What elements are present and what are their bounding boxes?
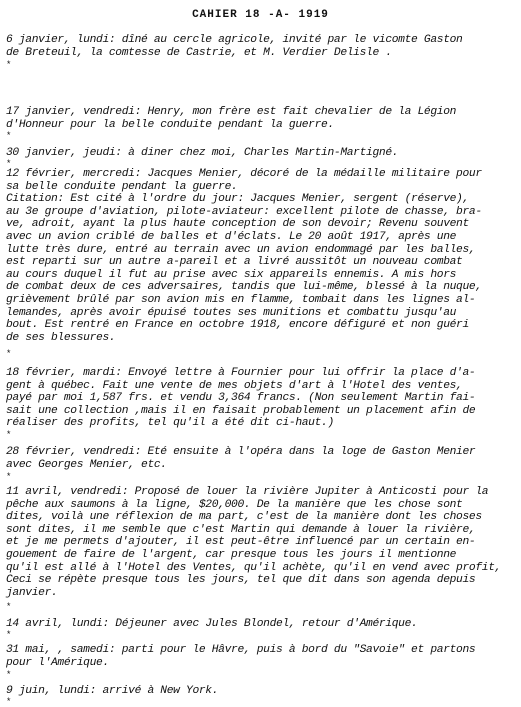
entry-line: pêche aux saumons à la ligne, $20,000. De la manière que les chose sont bbox=[6, 498, 463, 511]
entry-line: sait une collection ,mais il en faisait probablement un placement afin de bbox=[6, 404, 476, 417]
entry-line: 30 janvier, jeudi: à diner chez moi, Charles Martin-Martigné. bbox=[6, 147, 399, 159]
entry-line: 18 février, mardi: Envoyé lettre à Fournier pour lui offrir la place d'a- bbox=[6, 367, 476, 379]
entry-line: au cours duquel il fut au prise avec six appareils ennemis. A mis hors bbox=[6, 268, 457, 281]
separator-star: * bbox=[6, 430, 12, 440]
entry-line: ve, adroit, ayant la plus haute conception de son devoir; Revenu souvent bbox=[6, 218, 469, 231]
separator-star: * bbox=[6, 349, 12, 359]
entry-line: dites, voilà une réflexion de ma part, c'est de la manière dont les choses bbox=[6, 511, 482, 524]
entry-line: 12 février, mercredi: Jacques Menier, décoré de la médaille militaire pour bbox=[6, 168, 482, 180]
entry-line: bout. Est rentré en France en octobre 1918, encore défiguré et non guéri bbox=[6, 319, 469, 332]
entry-line: de Breteuil, la comtesse de Castrie, et M. Verdier Delisle . bbox=[6, 46, 392, 59]
entry-line: avec Georges Menier, etc. bbox=[6, 458, 167, 471]
entry-line: avec un avion criblé de balles et d'éclats. Le 20 août 1917, après une bbox=[6, 230, 457, 243]
entry-line: lutte très dure, entré au terrain avec un avion endommagé par les balles, bbox=[6, 243, 476, 256]
entry-line: 6 janvier, lundi: dîné au cercle agricole, invité par le vicomte Gaston bbox=[6, 34, 463, 46]
separator-star: * bbox=[6, 630, 12, 640]
entry-line: de ses blessures. bbox=[6, 331, 116, 344]
entry-line: lemandes, après avoir épuisé toutes ses munitions et combattu jusqu'au bbox=[6, 306, 457, 319]
entry-line: 14 avril, lundi: Déjeuner avec Jules Blondel, retour d'Amérique. bbox=[6, 618, 418, 630]
entry-line: gouement de faire de l'argent, car presque tous les jours il mentionne bbox=[6, 548, 457, 561]
entry-line: pour l'Amérique. bbox=[6, 656, 109, 669]
entry-line: réaliser des profits, tel qu'il a été dit ci-haut.) bbox=[6, 417, 334, 430]
page-title: CAHIER 18 -A- 1919 bbox=[192, 9, 329, 21]
diary-entry bbox=[6, 147, 512, 160]
diary-entry bbox=[6, 168, 512, 344]
diary-entry bbox=[6, 618, 512, 631]
diary-entry bbox=[6, 446, 512, 471]
diary-entry bbox=[6, 685, 512, 698]
entry-line: 17 janvier, vendredi: Henry, mon frère est fait chevalier de la Légion bbox=[6, 106, 457, 118]
separator-star: * bbox=[6, 697, 12, 707]
entry-line: sont dites, il me semble que c'est Martin qui demande à louer la rivière, bbox=[6, 523, 476, 536]
diary-entry bbox=[6, 367, 512, 430]
entry-line: gent à québec. Fait une vente de mes objets d'art à l'Hotel des ventes, bbox=[6, 379, 463, 392]
entry-line: 9 juin, lundi: arrivé à New York. bbox=[6, 685, 219, 697]
entry-line: au 3e groupe d'aviation, pilote-aviateur: excellent pilote de chasse, bra- bbox=[6, 205, 482, 218]
entry-line: Ceci se répète presque tous les jours, tel que dit dans son agenda depuis bbox=[6, 574, 476, 587]
entry-line: de combat deux de ces adversaires, tandis que lui-même, blessé à la nuque, bbox=[6, 281, 482, 294]
entry-line: 28 février, vendredi: Eté ensuite à l'opéra dans la loge de Gaston Menier bbox=[6, 446, 476, 458]
diary-entry bbox=[6, 644, 512, 669]
entry-line: payé par moi 1,587 frs. et vendu 3,364 francs. (Non seulement Martin fai- bbox=[6, 392, 476, 405]
diary-entry bbox=[6, 34, 512, 59]
entry-line: est reparti sur un autre a-pareil et a livré aussitôt un nouveau combat bbox=[6, 256, 463, 269]
separator-star: * bbox=[6, 602, 12, 612]
entry-line: grièvement brûlé par son avion mis en flamme, tombait dans les lignes al- bbox=[6, 293, 476, 306]
separator-star: * bbox=[6, 131, 12, 141]
entry-line: d'Honneur pour la belle conduite pendant la guerre. bbox=[6, 118, 334, 131]
separator-star: * bbox=[6, 60, 12, 70]
entry-line: Citation: Est cité à l'ordre du jour: Jacques Menier, sergent (réserve), bbox=[6, 193, 469, 206]
diary-entry bbox=[6, 486, 512, 599]
entry-line: et je me permets d'ajouter, il est peut-être influencé par un certain en- bbox=[6, 536, 476, 549]
separator-star: * bbox=[6, 670, 12, 680]
diary-entry bbox=[6, 106, 512, 131]
entry-line: 31 mai, , samedi: parti pour le Hâvre, puis à bord du "Savoie" et partons bbox=[6, 644, 476, 656]
entry-line: janvier. bbox=[6, 586, 58, 599]
separator-star: * bbox=[6, 159, 12, 169]
entry-line: 11 avril, vendredi: Proposé de louer la rivière Jupiter à Anticosti pour la bbox=[6, 486, 489, 498]
entry-line: sa belle conduite pendant la guerre. bbox=[6, 180, 238, 193]
separator-star: * bbox=[6, 472, 12, 482]
entry-line: qu'il est allé à l'Hotel des Ventes, qu'il achète, qu'il en vend avec profit, bbox=[6, 561, 502, 574]
